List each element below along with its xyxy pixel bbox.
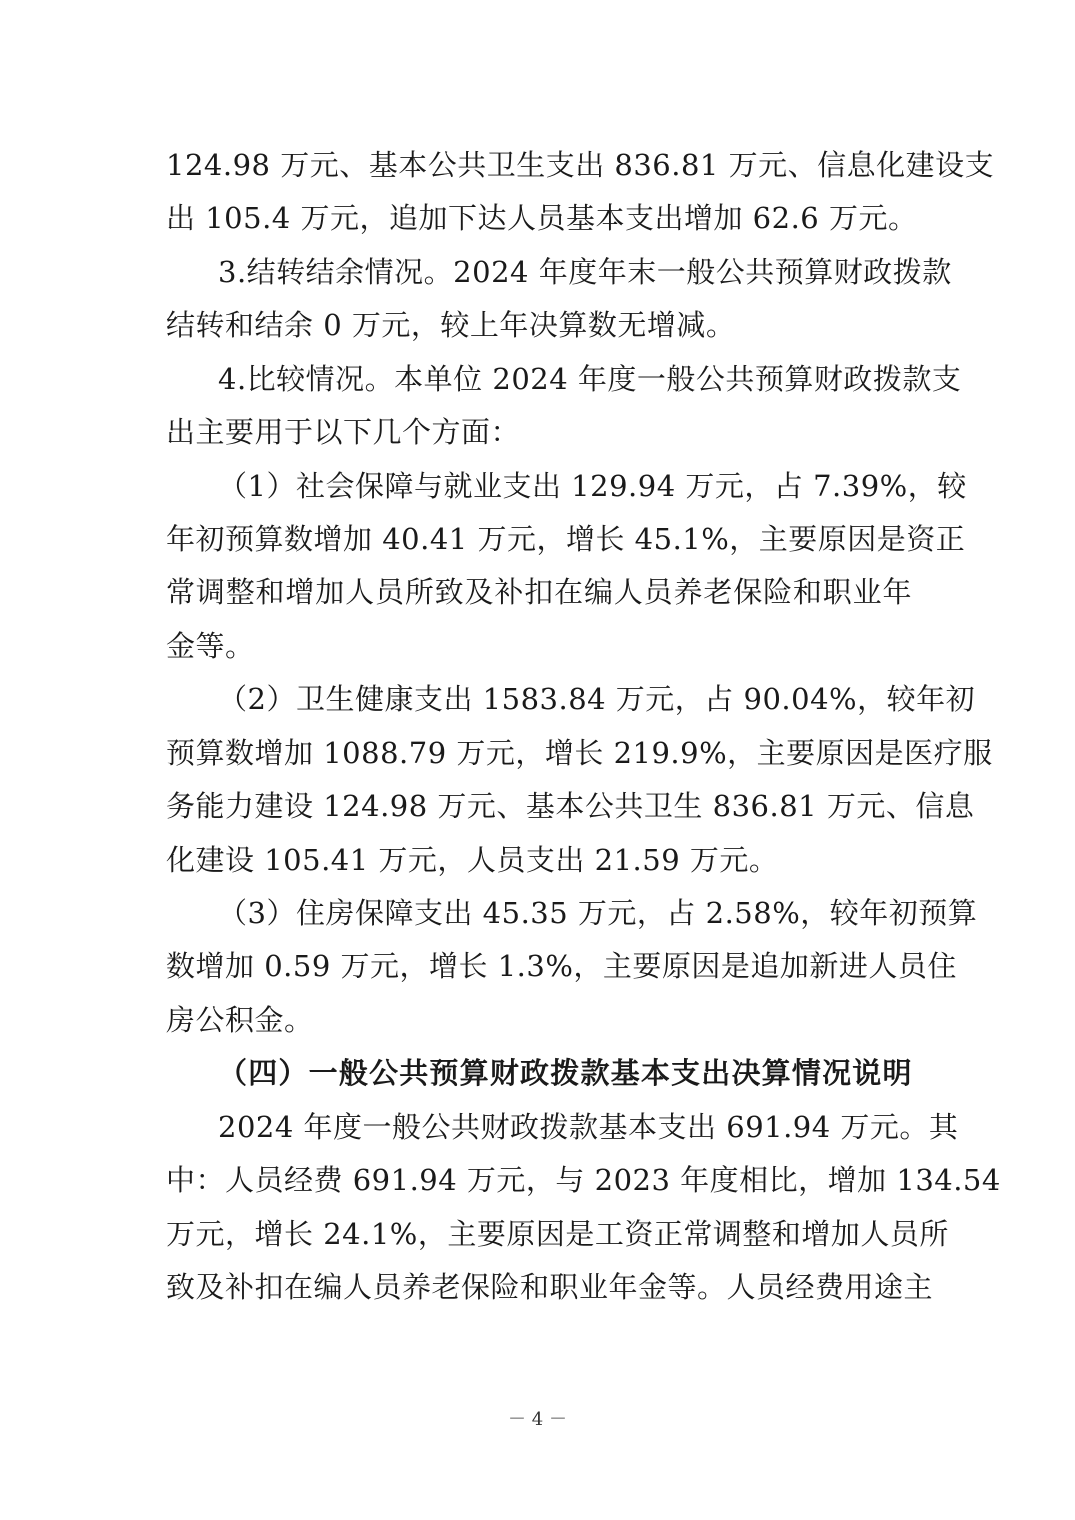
paragraph-line: 4.比较情况。本单位 2024 年度一般公共预算财政拨款支 (218, 362, 962, 396)
paragraph-line: 结转和结余 0 万元，较上年决算数无增减。 (166, 308, 736, 342)
paragraph-line: 常调整和增加人员所致及补扣在编人员养老保险和职业年 (166, 575, 912, 609)
paragraph-line: （3）住房保障支出 45.35 万元，占 2.58%，较年初预算 (218, 896, 978, 930)
paragraph-line: 中：人员经费 691.94 万元，与 2023 年度相比，增加 134.54 (166, 1163, 1001, 1197)
page-number: － 4 － (508, 1409, 567, 1430)
paragraph-line: 化建设 105.41 万元，人员支出 21.59 万元。 (166, 843, 779, 877)
section-heading: （四）一般公共预算财政拨款基本支出决算情况说明 (218, 1056, 912, 1090)
paragraph-line: 万元，增长 24.1%，主要原因是工资正常调整和增加人员所 (166, 1217, 949, 1251)
paragraph-line: 出主要用于以下几个方面： (166, 415, 521, 449)
paragraph-line: 房公积金。 (166, 1003, 314, 1037)
paragraph-line: 预算数增加 1088.79 万元，增长 219.9%，主要原因是医疗服 (166, 736, 993, 770)
paragraph-line: （2）卫生健康支出 1583.84 万元，占 90.04%，较年初 (218, 682, 976, 716)
paragraph-line: 出 105.4 万元，追加下达人员基本支出增加 62.6 万元。 (166, 201, 918, 235)
paragraph-line: 数增加 0.59 万元，增长 1.3%，主要原因是追加新进人员住 (166, 949, 957, 983)
paragraph-line: 致及补扣在编人员养老保险和职业年金等。人员经费用途主 (166, 1270, 934, 1304)
paragraph-line: 金等。 (166, 629, 255, 663)
paragraph-line: 2024 年度一般公共财政拨款基本支出 691.94 万元。其 (218, 1110, 959, 1144)
paragraph-line: 年初预算数增加 40.41 万元，增长 45.1%，主要原因是资正 (166, 522, 966, 556)
paragraph-line: （1）社会保障与就业支出 129.94 万元，占 7.39%，较 (218, 469, 967, 503)
paragraph-line: 务能力建设 124.98 万元、基本公共卫生 836.81 万元、信息 (166, 789, 975, 823)
paragraph-line: 124.98 万元、基本公共卫生支出 836.81 万元、信息化建设支 (166, 148, 995, 182)
paragraph-line: 3.结转结余情况。2024 年度年末一般公共预算财政拨款 (218, 255, 952, 289)
